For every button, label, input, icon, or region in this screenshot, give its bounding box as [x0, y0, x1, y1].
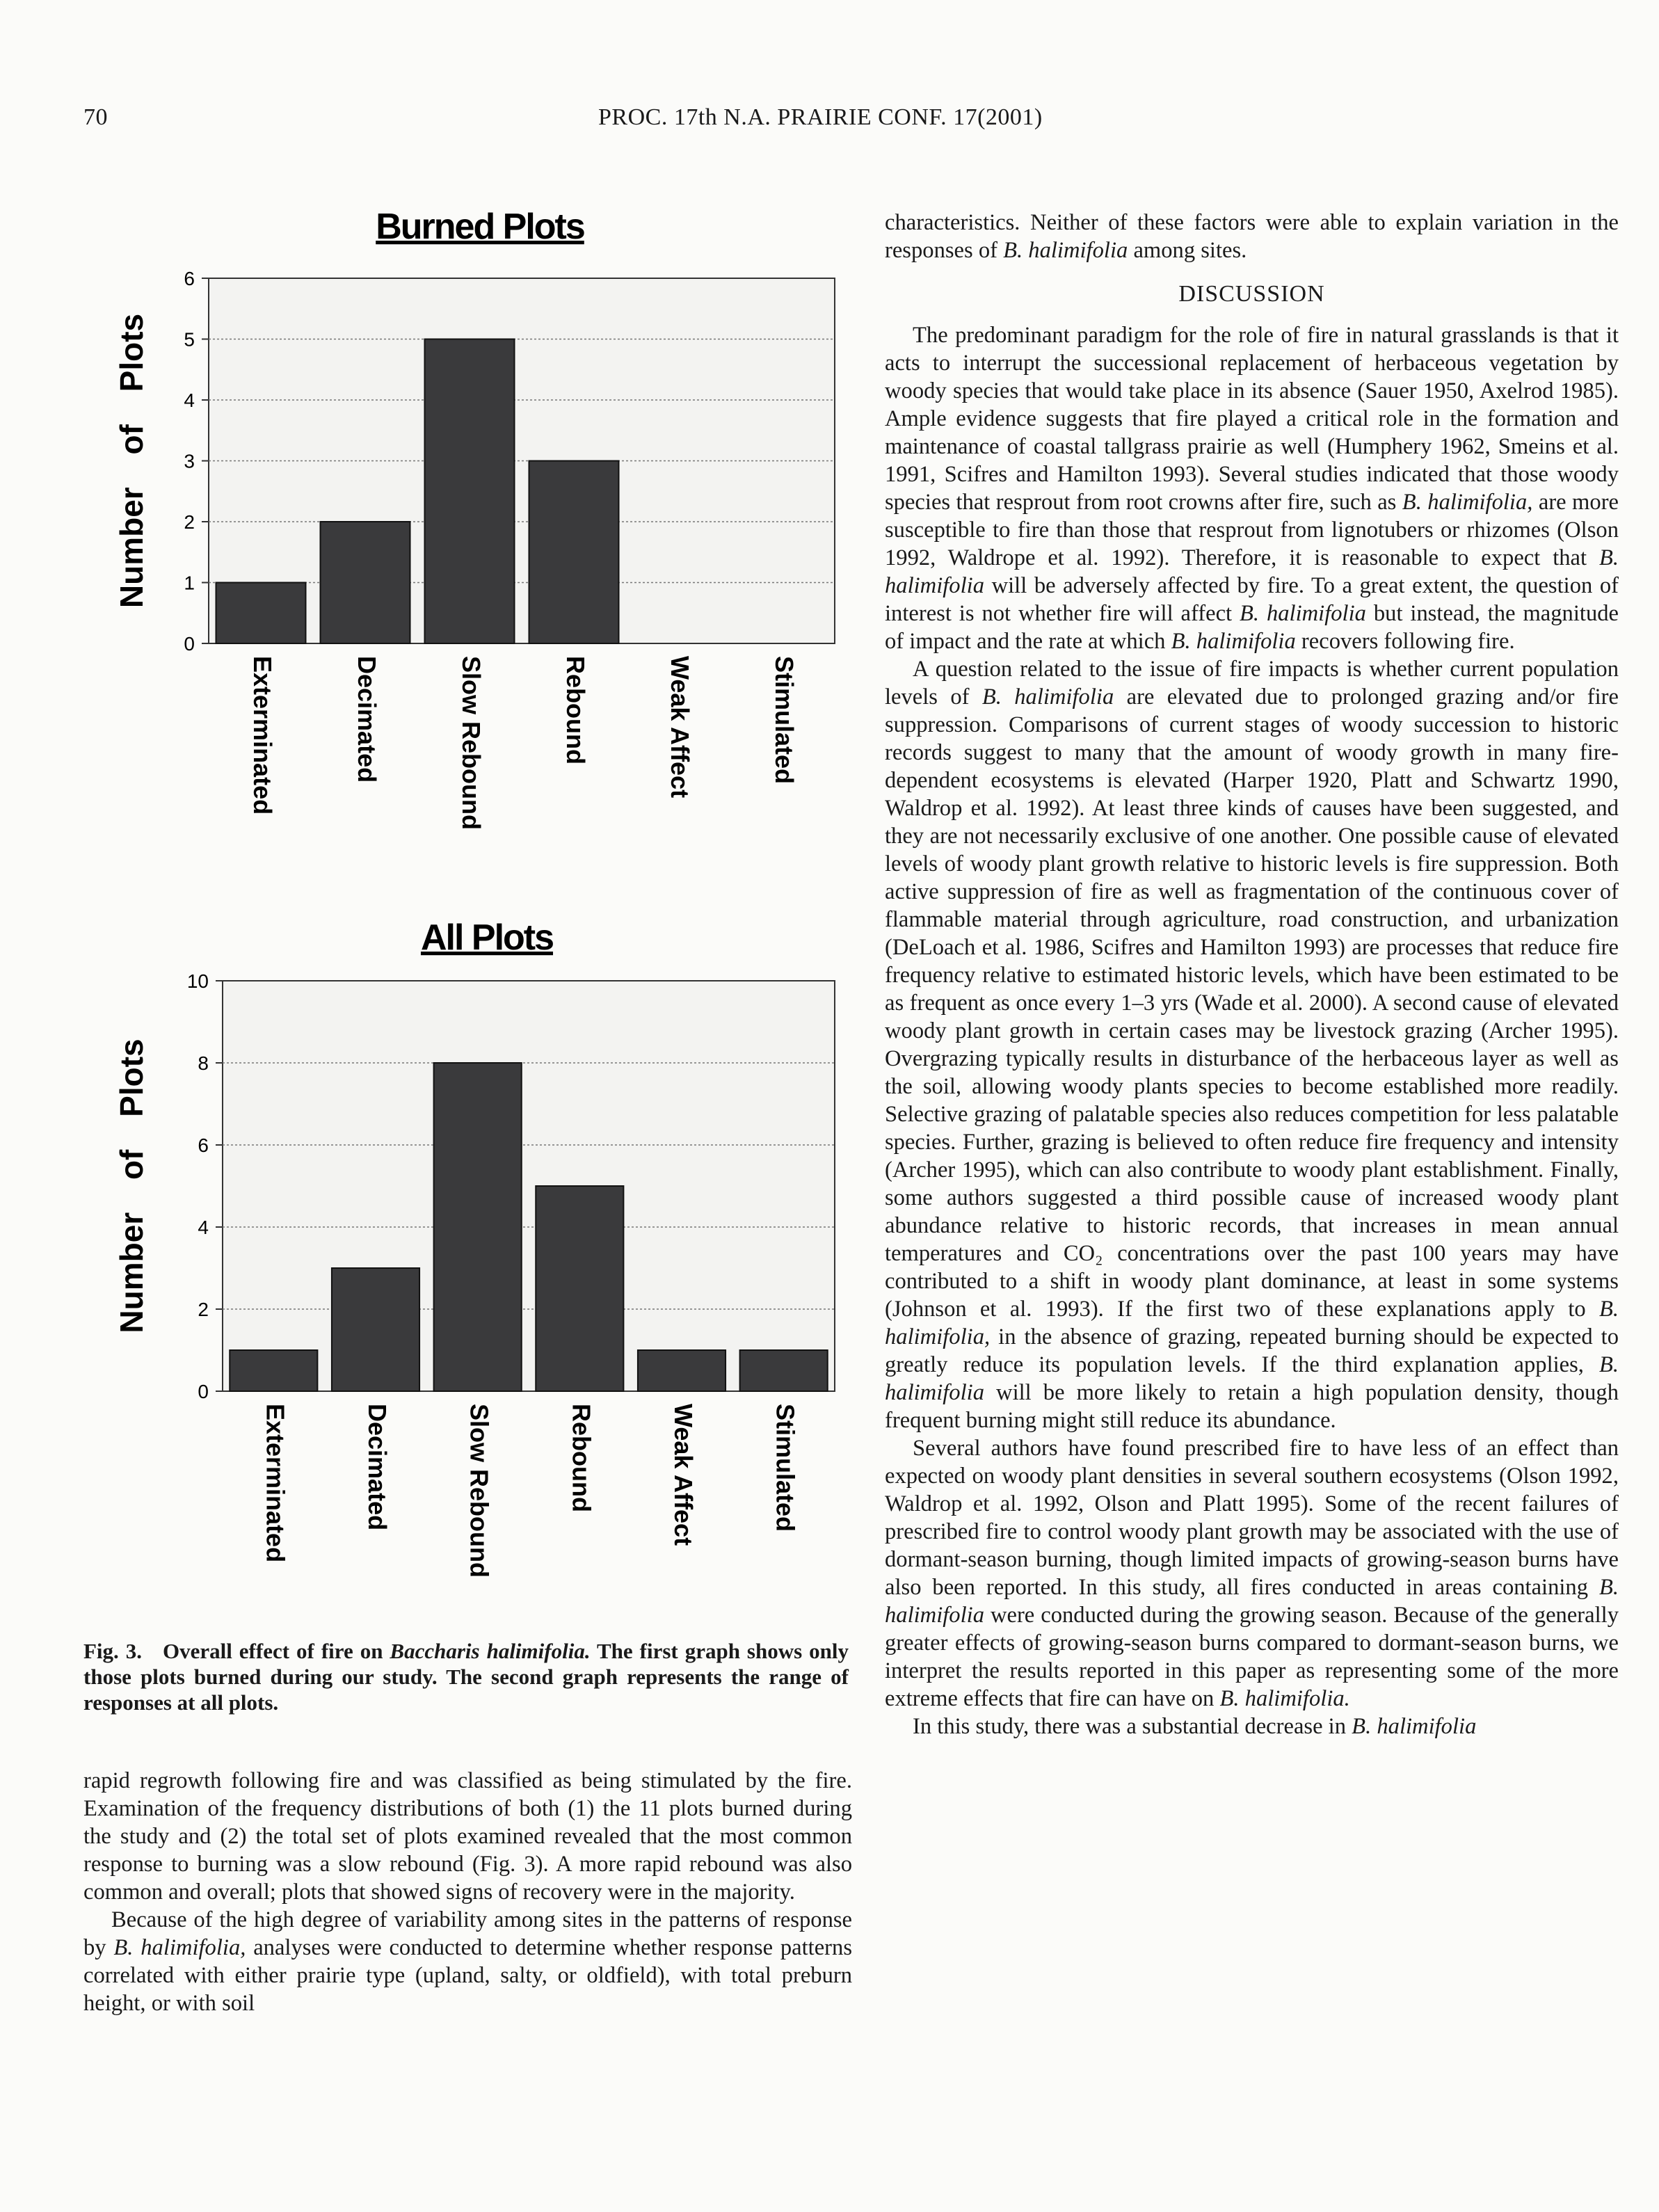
- discussion-paragraph-2: [885, 1434, 1619, 1713]
- x-tick-label: Exterminated: [261, 1404, 290, 1563]
- left-column-text: [83, 1767, 852, 2017]
- discussion-paragraph-1-run-0: A question related to the issue of fire impacts is whether current population levels of: [885, 657, 1619, 710]
- discussion-paragraph-0-run-7: B. halimifolia: [1171, 629, 1296, 654]
- x-tick-label: Slow Rebound: [457, 656, 486, 830]
- discussion-paragraph-1-run-5: B. halimifolia: [885, 1352, 1619, 1405]
- right-intro-run-0: characteristics. Neither of these factors were able to explain variation in the responses of: [885, 210, 1619, 263]
- discussion-paragraph-3-run-1: B. halimifolia: [1352, 1714, 1477, 1739]
- left-paragraph-0-run-0: rapid regrowth following fire and was classified as being stimulated by the fire. Examination of the frequency distributions of both (1) the 11 plots burned during the study and (2) the total set of plots examined revealed that the most common response to burning was a slow rebound (Fig. 3). A more rapid rebound was also common and overall; plots that showed signs of recovery were in the majority.: [83, 1768, 852, 1905]
- x-tick-label: Slow Rebound: [465, 1404, 494, 1578]
- bar-chart-svg: [104, 198, 863, 880]
- y-tick-label: 1: [184, 572, 195, 594]
- chart-title: All Plots: [420, 917, 554, 958]
- discussion-paragraph-1-run-1: B. halimifolia: [981, 684, 1114, 710]
- bar: [321, 522, 410, 643]
- y-tick-label: 2: [184, 511, 195, 533]
- bar: [638, 1350, 726, 1391]
- discussion-paragraph-0-run-6: but instead, the magnitude of impact and the rate at which: [885, 601, 1619, 654]
- right-column-text: [885, 209, 1619, 1740]
- y-tick-label: 8: [198, 1052, 209, 1074]
- x-tick-label: Stimulated: [770, 656, 799, 785]
- left-paragraph-1-run-0: Because of the high degree of variability among sites in the patterns of response by: [83, 1907, 852, 1960]
- right-intro-paragraph: [885, 209, 1619, 264]
- bar: [536, 1186, 623, 1391]
- bar: [216, 583, 306, 644]
- x-tick-label: Stimulated: [771, 1404, 800, 1532]
- y-tick-label: 5: [184, 328, 195, 351]
- discussion-paragraph-2-run-0: Several authors have found prescribed fire to have less of an effect than expected on woody plant densities in several southern ecosystems (Olson 1992, Waldrop et al. 1992, Olson and Platt 1995). Some of the recent failures of prescribed fire to control woody plant growth may be associated with the use of dormant-season burning, though limited impacts of growing-season burns have also been reported. In this study, all fires conducted in areas containing: [885, 1436, 1619, 1600]
- discussion-paragraph-0-run-2: are more susceptible to fire than those that resprout from lignotubers or rhizomes (Olson 1992, Waldrope et al. 1992). Therefore, it is reasonable to expect that: [885, 490, 1619, 570]
- x-tick-label: Weak Affect: [666, 656, 694, 799]
- discussion-paragraph-0-run-0: The predominant paradigm for the role of fire in natural grasslands is that it acts to interrupt the successional replacement of herbaceous vegetation by woody species that would take place in its absence (Sauer 1950, Axelrod 1985). Ample evidence suggests that fire played a critical role in the formation and maintenance of coastal tallgrass prairie as well (Humphery 1962, Smeins et al. 1991, Scifres and Hamilton 1993). Several studies indicated that those woody species that resprout from root crowns after fire, such as: [885, 323, 1619, 515]
- discussion-paragraph-3-run-0: In this study, there was a substantial decrease in: [913, 1714, 1352, 1739]
- discussion-paragraph-2-run-2: were conducted during the growing season. Because of the generally greater effects of growing-season burns compared to dormant-season burns, we interpret the results reported in this paper as representing some of the more extreme effects that fire can have on: [885, 1603, 1619, 1711]
- discussion-paragraph-1-run-4: in the absence of grazing, repeated burning should be expected to greatly reduce its population levels. If the third explanation applies,: [885, 1324, 1619, 1377]
- y-tick-label: 6: [184, 268, 195, 289]
- bar: [740, 1350, 828, 1391]
- discussion-paragraph-2-run-1: B. halimifolia: [885, 1575, 1619, 1628]
- y-tick-label: 6: [198, 1135, 209, 1156]
- plot-area: [223, 981, 835, 1391]
- y-tick-label: 10: [186, 970, 209, 992]
- discussion-paragraph-1-run-6: will be more likely to retain a high population density, though frequent burning might still reduce its abundance.: [885, 1380, 1619, 1433]
- section-heading-discussion: DISCUSSION: [1178, 281, 1325, 307]
- y-tick-label: 4: [184, 390, 195, 411]
- left-paragraph-1-run-2: analyses were conducted to determine whether response patterns correlated with either prairie type (upland, salty, or oldfield), with total preburn height, or with soil: [83, 1935, 853, 2016]
- bar: [332, 1268, 419, 1391]
- discussion-paragraph-0-run-1: B. halimifolia,: [1402, 490, 1533, 515]
- chart-title: Burned Plots: [376, 207, 584, 247]
- discussion-paragraph-0-run-4: will be adversely affected by fire. To a great extent, the question of interest is not whether fire will affect: [885, 573, 1619, 626]
- y-tick-label: 2: [198, 1299, 209, 1320]
- left-paragraph-1: [83, 1906, 852, 2017]
- running-head: PROC. 17th N.A. PRAIRIE CONF. 17(2001): [598, 104, 1043, 130]
- x-tick-label: Rebound: [567, 1404, 596, 1512]
- discussion-paragraph-2-run-3: B. halimifolia.: [1219, 1686, 1350, 1711]
- bar: [434, 1063, 522, 1391]
- figure-caption: [83, 1638, 849, 1715]
- chart-burned-plots: [104, 198, 863, 880]
- x-tick-label: Decimated: [353, 656, 381, 783]
- discussion-paragraph-0: [885, 321, 1619, 655]
- discussion-paragraph-1-run-2: are elevated due to prolonged grazing and/or fire suppression. Comparisons of current stages of woody succession to historic records suggest to many that the amount of woody growth in many fire-dependent ecosystems is elevated (Harper 1920, Platt and Schwartz 1990, Waldrop et al. 1992). At least three kinds of causes have been suggested, and they are not necessarily exclusive of one another. One possible cause of elevated levels of woody plant growth relative to historic levels is fire suppression. Both active suppression of fire as well as fragmentation of the continuous cover of flammable material through agriculture, road construction, and urbanization (DeLoach et al. 1986, Scifres and Hamilton 1993) are processes that reduce fire frequency relative to estimated historic levels, which have been estimated to be as frequent as once every 1–3 yrs (Wade et al. 2000). A second cause of elevated woody plant growth in certain cases may be livestock grazing (Archer 1995). Overgrazing typically results in disturbance of the herbaceous layer as well as the soil, allowing woody plants species to become established more readily. Selective grazing of palatable species also reduces competition for less palatable species. Further, grazing is believed to often reduce fire frequency and intensity (Archer 1995), which can also contribute to woody plant establishment. Finally, some authors suggested a third possible cause of increased woody plant abundance relative to historic records, that increases in mean annual temperatures and CO₂ concentrations over the past 100 years may have contributed to a shift in woody plant dominance, at least in some systems (Johnson et al. 1993). If the first two of these explanations apply to: [885, 684, 1619, 1322]
- bar: [529, 461, 619, 644]
- y-tick-label: 3: [184, 450, 195, 472]
- right-intro-run-1: B. halimifolia: [1003, 238, 1128, 263]
- discussion-paragraph-1-run-3: B. halimifolia,: [885, 1297, 1619, 1349]
- right-intro-run-2: among sites.: [1128, 238, 1247, 263]
- discussion-paragraph-0-run-3: B. halimifolia: [885, 545, 1619, 598]
- y-tick-label: 0: [198, 1381, 209, 1402]
- bar: [425, 339, 515, 644]
- x-tick-label: Exterminated: [248, 656, 277, 815]
- discussion-paragraph-1: [885, 655, 1619, 1434]
- discussion-paragraph-0-run-5: B. halimifolia: [1240, 601, 1366, 626]
- caption-species: Baccharis halimifolia.: [390, 1639, 591, 1663]
- y-axis-title: Number of Plots: [113, 1039, 150, 1333]
- chart-all-plots: [104, 918, 863, 1628]
- page-number: 70: [83, 104, 108, 130]
- bar: [230, 1350, 317, 1391]
- bar-chart-svg: [104, 918, 863, 1628]
- x-tick-label: Rebound: [561, 656, 590, 764]
- caption-text-before: Overall effect of fire on: [162, 1639, 383, 1663]
- left-paragraph-1-run-1: B. halimifolia,: [113, 1935, 246, 1960]
- left-paragraph-0: [83, 1767, 852, 1906]
- caption-label: Fig. 3.: [83, 1639, 143, 1663]
- y-tick-label: 0: [184, 633, 195, 655]
- discussion-paragraph-3: [885, 1713, 1619, 1740]
- discussion-paragraph-0-run-8: recovers following fire.: [1295, 629, 1515, 654]
- y-axis-title: Number of Plots: [113, 313, 150, 609]
- x-tick-label: Decimated: [363, 1404, 392, 1531]
- x-tick-label: Weak Affect: [669, 1404, 698, 1546]
- y-tick-label: 4: [198, 1217, 209, 1238]
- discussion-paragraphs: [885, 321, 1619, 1740]
- caption-text-after: The first graph shows only those plots burned during our study. The second graph represents the range of responses at all plots.: [83, 1639, 849, 1715]
